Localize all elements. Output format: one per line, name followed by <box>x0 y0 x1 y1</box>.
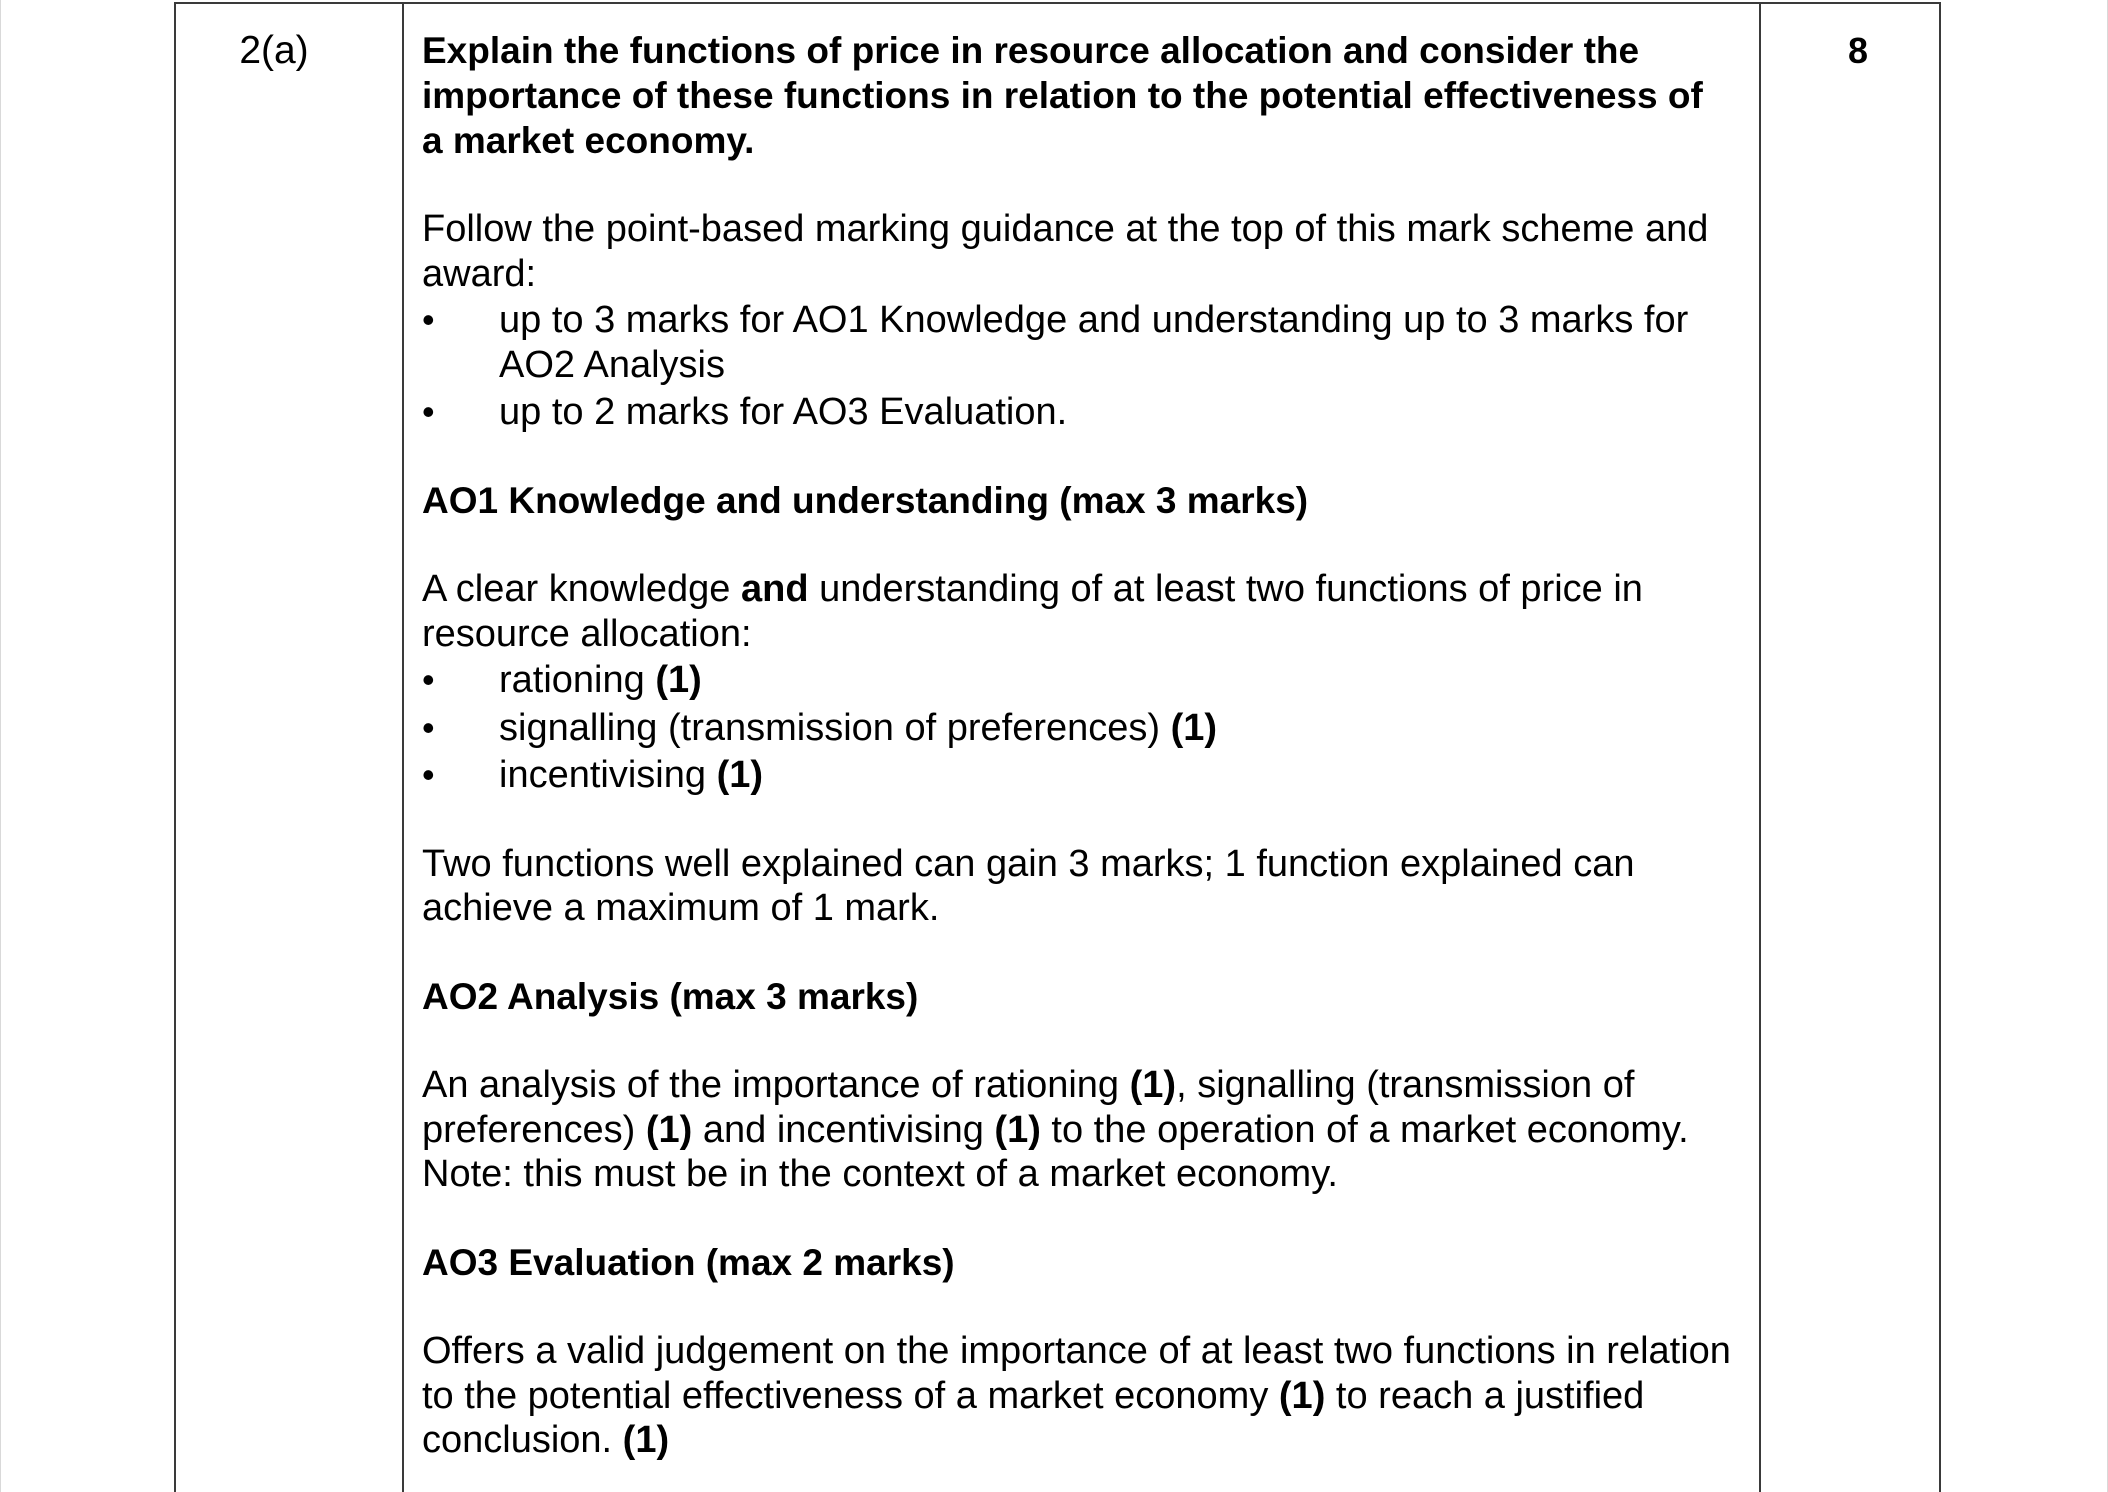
mark-value: (1) <box>1278 1374 1326 1417</box>
ao3-text-part: to reach a justified conclusion. <box>422 1374 1645 1461</box>
ao1-heading: AO1 Knowledge and understanding (max 3 marks) <box>422 479 1309 521</box>
marks-total: 8 <box>1847 30 1869 71</box>
function-label: incentivising <box>499 754 717 796</box>
mark-value: (1) <box>622 1419 670 1461</box>
mark-scheme-table <box>174 2 1941 1492</box>
marks-cell <box>1760 3 1940 1492</box>
question-number: 2(a) <box>239 29 309 72</box>
list-item: • up to 3 marks for AO1 Knowledge and understanding up to 3 marks for AO2 Analysis <box>422 298 1731 387</box>
ao3-heading: AO3 Evaluation (max 2 marks) <box>422 1241 955 1283</box>
guidance-intro: Follow the point-based marking guidance at the top of this mark scheme and award: <box>422 208 1709 295</box>
list-item <box>422 658 1731 703</box>
ao2-text <box>422 1063 1731 1197</box>
mark-value: (1) <box>1170 706 1218 749</box>
question-number-cell <box>175 3 403 1492</box>
question-text: Explain the functions of price in resource allocation and consider the importance of these functions in relation to the potential effectiveness of a market economy. <box>422 30 1703 161</box>
ao1-intro-text: understanding of at least two functions of price in resource allocation: <box>422 568 1643 655</box>
ao1-intro-emphasis: and <box>740 568 809 610</box>
function-label: signalling (transmission of preferences) <box>499 706 1171 749</box>
mark-value: (1) <box>716 754 764 796</box>
guidance-list <box>422 298 1731 435</box>
list-item: • up to 2 marks for AO3 Evaluation. <box>422 390 1731 435</box>
ao1-function-list <box>422 658 1731 798</box>
mark-value: (1) <box>994 1108 1041 1151</box>
list-item <box>422 753 1731 798</box>
ao1-note: Two functions well explained can gain 3 marks; 1 function explained can achieve a maximum of 1 mark. <box>422 842 1635 929</box>
mark-value: (1) <box>1129 1064 1177 1106</box>
ao2-heading: AO2 Analysis (max 3 marks) <box>422 975 919 1017</box>
ao2-text-part: to the operation of a market economy. Note: this must be in the context of a market economy. <box>422 1108 1689 1195</box>
function-label: rationing <box>499 659 656 701</box>
mark-value: (1) <box>645 1108 693 1151</box>
ao2-text-part: and incentivising <box>692 1108 995 1151</box>
mark-scheme-content <box>404 4 1759 1463</box>
ao2-text-part: An analysis of the importance of rationing <box>422 1064 1130 1106</box>
table-row <box>175 3 1940 1492</box>
ao1-intro <box>422 567 1731 656</box>
mark-value: (1) <box>655 659 702 701</box>
list-item <box>422 706 1731 751</box>
page-edge-left <box>0 0 1 1492</box>
ao2-text-part: , signalling (transmission of preferences) <box>422 1064 1635 1151</box>
ao1-intro-text: A clear knowledge <box>422 568 741 610</box>
mark-scheme-body-cell <box>403 3 1760 1492</box>
ao3-text-part: Offers a valid judgement on the importance of at least two functions in relation to the potential effectiveness of a market economy <box>422 1330 1731 1417</box>
ao3-text <box>422 1329 1731 1463</box>
